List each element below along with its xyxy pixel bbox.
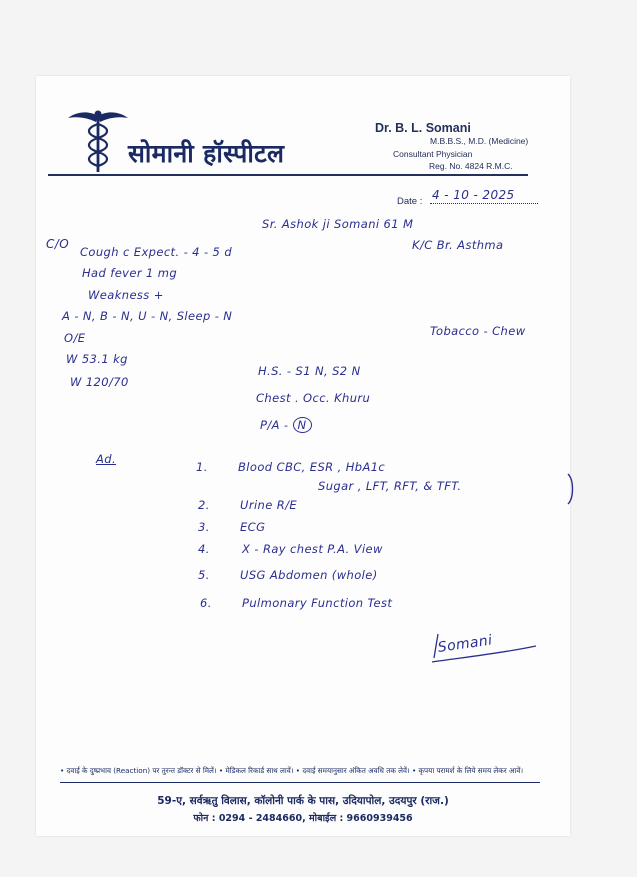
advice-text: Blood CBC, ESR , HbA1c [238,460,386,474]
advice-text: X - Ray chest P.A. View [242,542,383,556]
exam-item-pa [260,417,312,433]
blood-pressure: W 120/70 [70,375,129,389]
complaint-intro: C/O [46,237,70,251]
complaint-item: A - N, B - N, U - N, Sleep - N [62,309,233,323]
doctor-designation: Consultant Physician [393,148,473,159]
advice-number: 5. [198,568,210,582]
doctor-name: Dr. B. L. Somani [375,121,471,135]
oe-label: O/E [64,331,86,345]
advice-text: Pulmonary Function Test [242,596,393,610]
advice-number: 1. [196,460,208,474]
doctor-registration: Reg. No. 4824 R.M.C. [429,161,513,171]
known-case: K/C Br. Asthma [412,238,504,252]
footer-address: 59-ए, सर्वऋतु विलास, कॉलोनी पार्क के पास, उदियापोल, उदयपुर (राज.) [157,795,449,807]
date-line [430,203,538,204]
complaint-item: Weakness + [88,288,164,302]
advice-label: Ad. [96,452,117,466]
exam-item: P/A - [260,418,289,432]
exam-item: H.S. - S1 N, S2 N [258,364,361,378]
pa-result: N [293,417,312,433]
advice-text: ECG [240,520,266,534]
doctor-degrees: M.B.B.S., M.D. (Medicine) [430,136,529,146]
exam-item: Chest . Occ. Khuru [256,391,371,405]
date-label: Date : [397,196,423,207]
hospital-name: सोमानी हॉस्पीटल [128,139,285,168]
advice-number: 4. [198,542,210,556]
complaint-item: Had fever 1 mg [82,266,178,280]
footer-divider [60,782,540,783]
habit: Tobacco - Chew [430,324,526,338]
advice-text: Urine R/E [240,498,298,512]
caduceus-icon [68,106,128,174]
footer-phone: फोन : 0294 - 2484660, मोबाईल : 9660939456 [193,813,413,824]
signature-stroke [428,628,540,668]
weight: W 53.1 kg [66,352,128,366]
advice-number: 6. [200,596,212,610]
bracket-mark [566,472,576,506]
footer-note: • दवाई के दुष्प्रभाव (Reaction) पर तुरन्त डॉक्टर से मिलें। • मेडिकल रिकार्ड साथ लावें। • दवाई समयानुसार अंकित अवधि तक लेवें। • कृपया परामर्श के लिये समय लेकर आवें। [60,766,524,775]
advice-number: 3. [198,520,210,534]
header-divider [48,174,528,176]
complaint-item: Cough c Expect. - 4 - 5 d [80,245,233,259]
doctor-info [375,121,528,173]
patient-name: Sr. Ashok ji Somani 61 M [262,217,414,231]
date-value: 4 - 10 - 2025 [432,188,515,202]
signature: Somani [436,632,494,656]
advice-text: USG Abdomen (whole) [240,568,378,582]
advice-text: Sugar , LFT, RFT, & TFT. [318,479,462,493]
advice-number: 2. [198,498,210,512]
